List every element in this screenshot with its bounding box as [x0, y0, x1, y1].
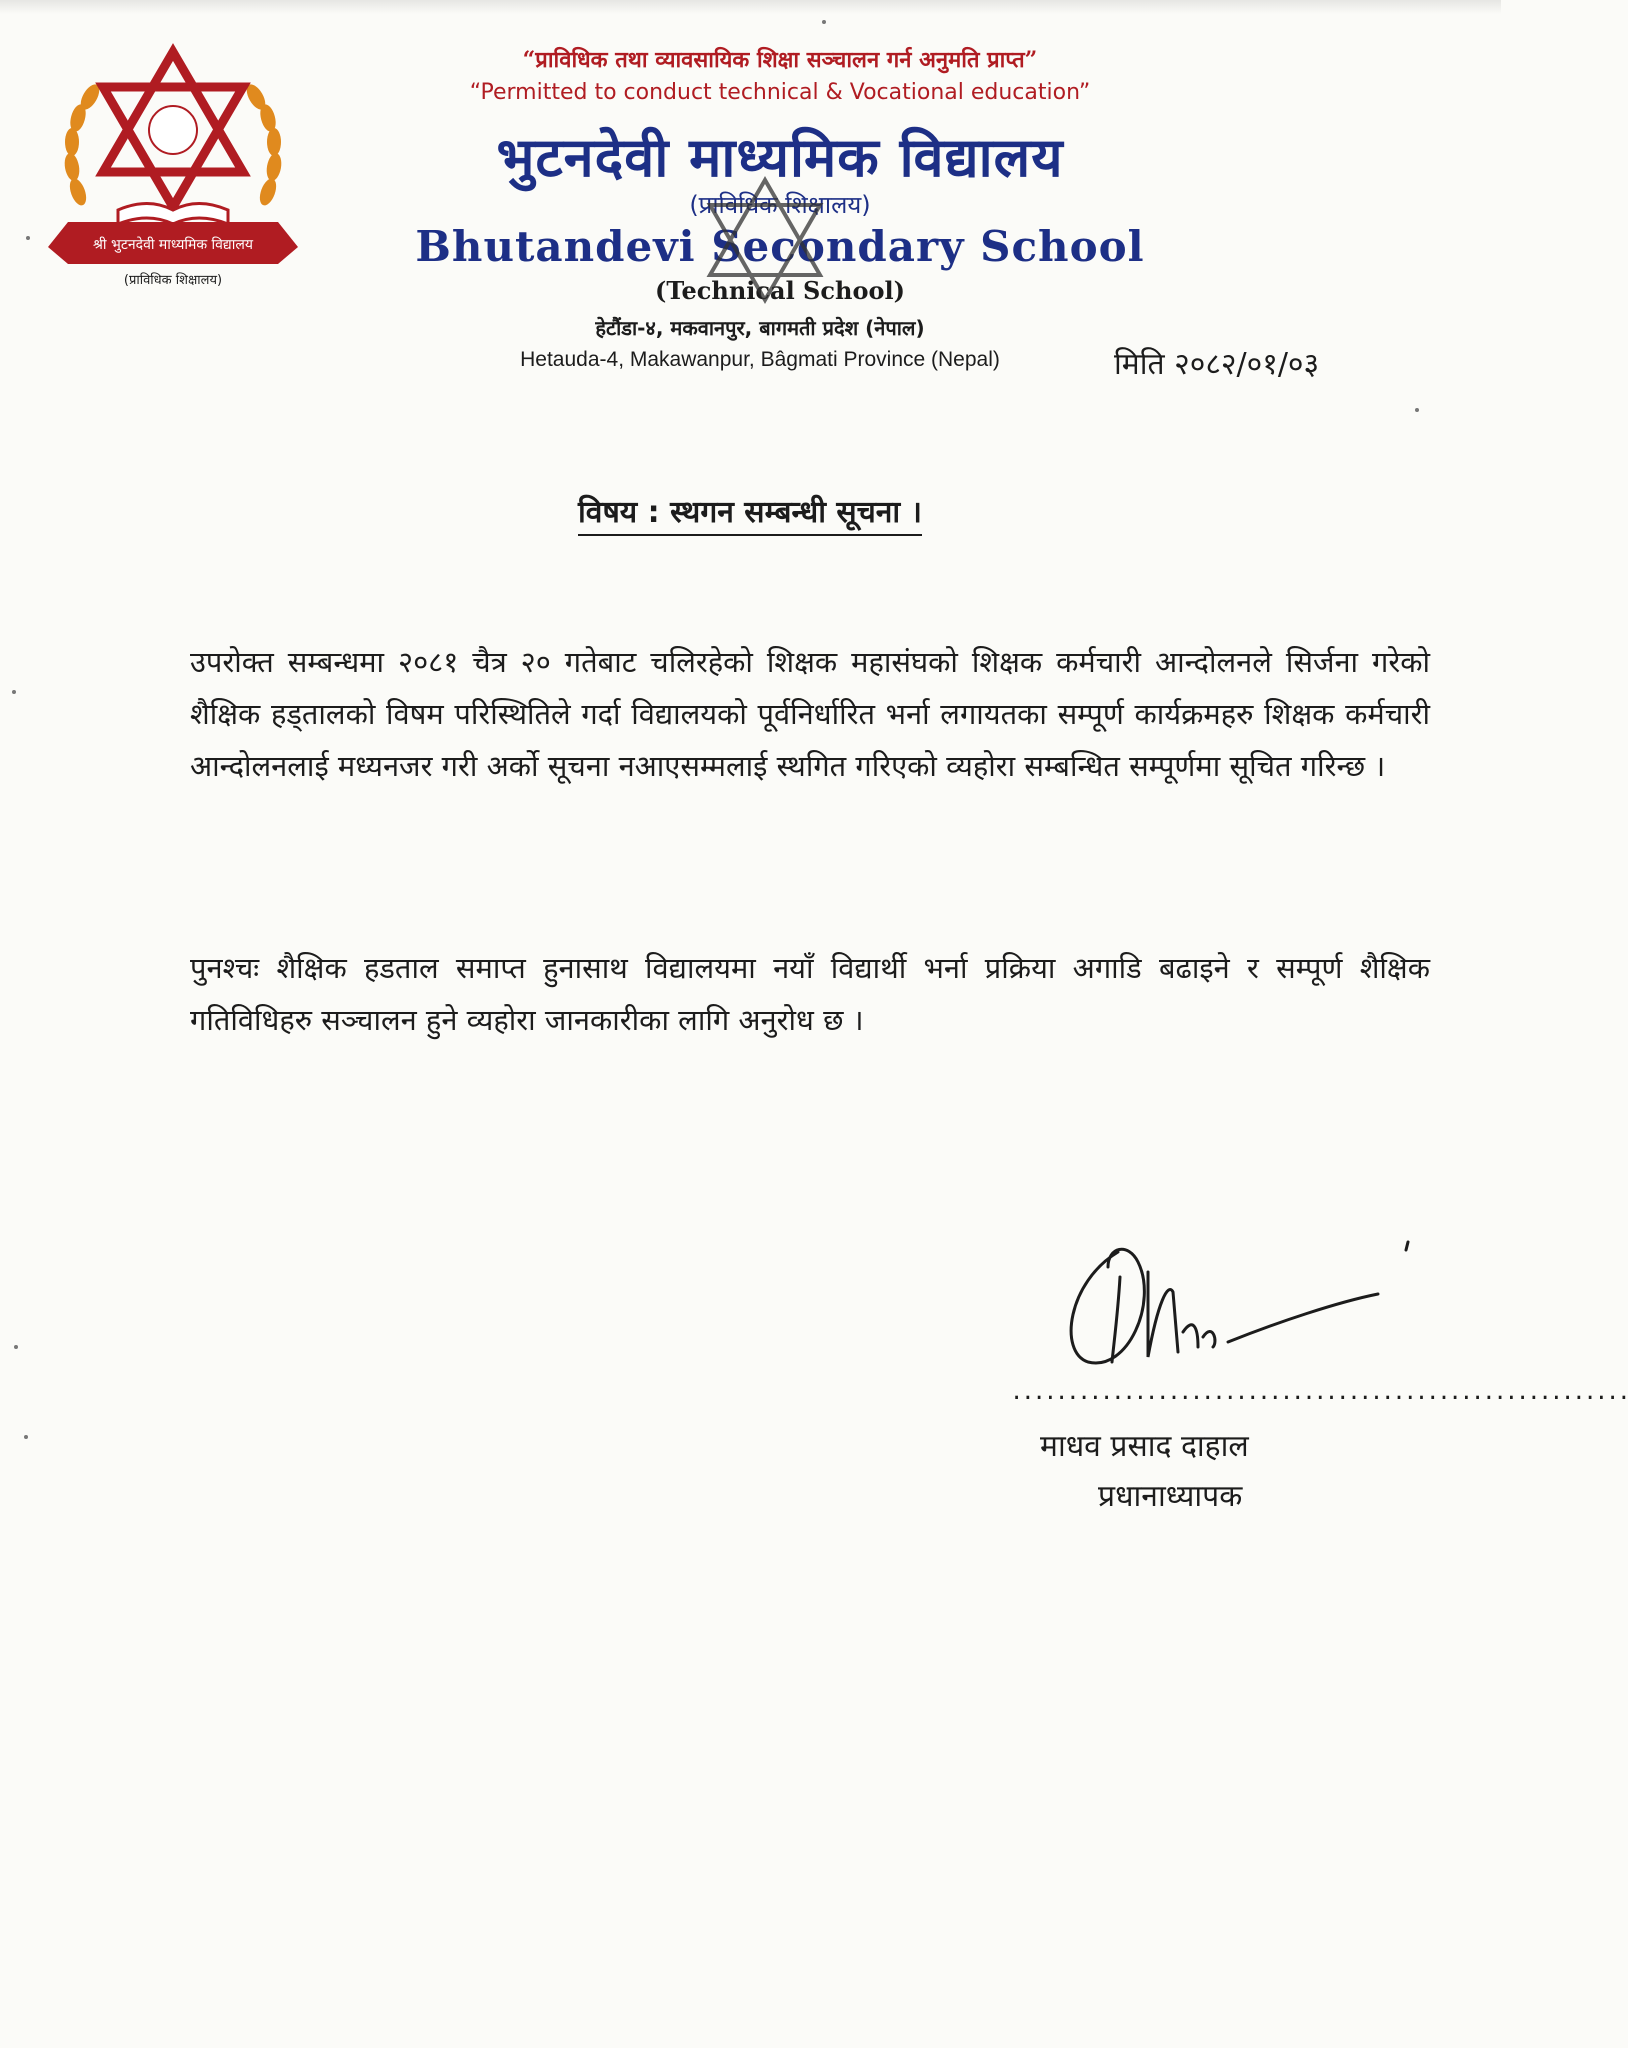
notice-date: मिति २०८२/०१/०३	[1114, 347, 1320, 382]
school-type-nepali: (प्राविधिक शिक्षालय)	[689, 191, 871, 219]
logo-ribbon-text: श्री भुटनदेवी माध्यमिक विद्यालय	[92, 237, 254, 253]
school-name-nepali: भुटनदेवी माध्यमिक विद्यालय	[496, 126, 1064, 189]
permit-note-nepali: “प्राविधिक तथा व्यावसायिक शिक्षा सञ्चालन गर्न अनुमति प्राप्त”	[522, 47, 1038, 73]
school-name-english: Bhutandevi Secondary School	[415, 222, 1145, 271]
scan-speck	[822, 20, 826, 24]
signer-name: माधव प्रसाद दाहाल	[1040, 1429, 1249, 1464]
address-nepali: हेटौंडा-४, मकवानपुर, बागमती प्रदेश (नेपाल)	[595, 316, 925, 340]
permit-note-english: “Permitted to conduct technical & Vocational education”	[469, 80, 1091, 105]
notice-subject-text: विषय : स्थगन सम्बन्धी सूचना ।	[578, 495, 922, 536]
stamp-mark-icon	[680, 160, 850, 330]
emblem-circle	[149, 106, 197, 154]
address-english: Hetauda-4, Makawanpur, Bâgmati Province (Nepal)	[520, 348, 1000, 371]
scan-edge	[0, 0, 1501, 14]
school-type-english: (Technical School)	[655, 276, 905, 305]
scan-speck	[12, 690, 16, 694]
school-logo	[38, 42, 308, 292]
signer-title: प्रधानाध्यापक	[1098, 1479, 1243, 1514]
notice-subject	[400, 490, 1100, 531]
scan-speck	[14, 1345, 18, 1349]
handwritten-signature	[1048, 1222, 1408, 1392]
scan-speck	[26, 236, 30, 240]
signature-line: .......................................................	[1010, 1380, 1628, 1405]
notice-paragraph-main: उपरोक्त सम्बन्धमा २०८१ चैत्र २० गतेबाट चलिरहेको शिक्षक महासंघको शिक्षक कर्मचारी आन्दोलनले सिर्जना गरेको शैक्षिक हड्तालको विषम परिस्थितिले गर्दा विद्यालयको पूर्वनिर्धारित भर्ना लगायतका सम्पूर्ण कार्यक्रमहरु शिक्षक कर्मचारी आन्दोलनलाई मध्यनजर गरी अर्को सूचना नआएसम्मलाई स्थगित गरिएको व्यहोरा सम्बन्धित सम्पूर्णमा सूचित गरिन्छ ।	[190, 645, 1430, 783]
scan-speck	[24, 1435, 28, 1439]
notice-paragraph-postscript: पुनश्चः शैक्षिक हडताल समाप्त हुनासाथ विद्यालयमा नयाँ विद्यार्थी भर्ना प्रक्रिया अगाडि बढाइने र सम्पूर्ण शैक्षिक गतिविधिहरु सञ्चालन हुने व्यहोरा जानकारीका लागि अनुरोध छ ।	[190, 951, 1430, 1037]
logo-sub-text: (प्राविधिक शिक्षालय)	[123, 273, 223, 288]
scan-speck	[1415, 408, 1419, 412]
